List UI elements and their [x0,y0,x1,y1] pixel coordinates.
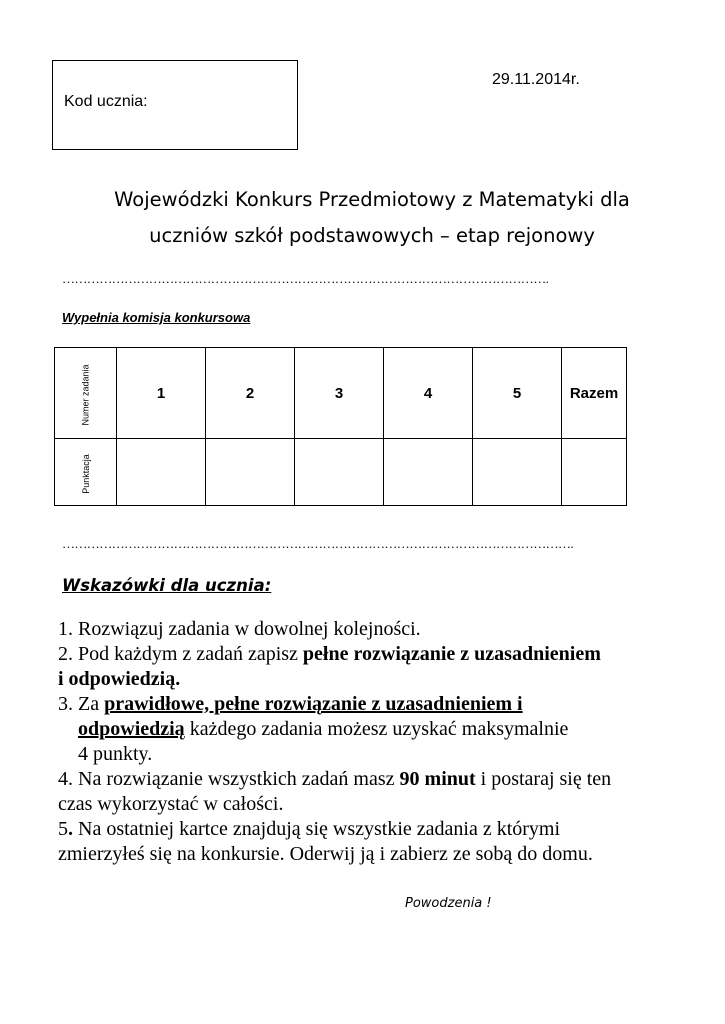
instruction-3-emphasis-cont: odpowiedzią [78,718,185,740]
task-number-cell: 3 [295,348,384,439]
hints-title: Wskazówki dla ucznia: [62,576,272,595]
instruction-3 [58,692,708,717]
instruction-4-text: 4. Na rozwiązanie wszystkich zadań masz [58,768,400,790]
instruction-2-cont [58,667,708,692]
points-cell[interactable] [473,439,562,506]
good-luck-note: Powodzenia ! [405,896,492,911]
exam-date: 29.11.2014r. [492,71,580,88]
committee-note: Wypełnia komisja konkursowa [62,310,251,325]
points-cell[interactable] [117,439,206,506]
instruction-5-number: 5 [58,818,68,840]
points-cell[interactable] [295,439,384,506]
instruction-5-dot: . [68,818,73,840]
points-cell[interactable] [384,439,473,506]
instruction-2-text: 2. Pod każdym z zadań zapisz [58,643,303,665]
instruction-2-emphasis-cont: i odpowiedzią. [58,668,181,690]
student-code-label: Kod ucznia: [64,93,148,110]
instruction-4-text-end: i postaraj się ten [475,768,612,790]
separator-bottom: ……………………………………………………………………………………………………………. [62,536,574,551]
page-title [40,182,704,254]
instruction-3-text: 3. Za [58,693,105,715]
total-label-cell: Razem [562,348,627,439]
instruction-5-cont: zmierzyłeś się na konkursie. Oderwij ją i zabierz ze sobą do domu. [58,843,593,865]
instruction-2-emphasis: pełne rozwiązanie z uzasadnieniem [302,643,601,665]
points-cell[interactable] [206,439,295,506]
instruction-4 [58,767,708,792]
row-header-points-cell [55,439,117,506]
total-points-cell[interactable] [562,439,627,506]
instruction-5-text: Na ostatniej kartce znajdują się wszystkie zadania z którymi [73,818,561,840]
row-header-task: Numer zadania [80,363,91,426]
row-header-points: Punktacja [80,453,91,494]
instruction-1: 1. Rozwiązuj zadania w dowolnej kolejności. [58,618,421,640]
title-line-2: uczniów szkół podstawowych – etap rejonowy [149,224,595,247]
instruction-4-cont: czas wykorzystać w całości. [58,793,284,815]
row-header-task-cell [55,348,117,439]
score-table [54,347,627,506]
instruction-3-cont [58,717,708,742]
task-number-cell: 5 [473,348,562,439]
separator-top: ………………………………………………………………………………………………………. [62,271,549,286]
student-code-box[interactable] [52,60,298,150]
title-line-1: Wojewódzki Konkurs Przedmiotowy z Matematyki dla [114,188,630,211]
instruction-3-points: 4 punkty. [78,743,153,765]
instruction-2 [58,642,708,667]
task-number-cell: 4 [384,348,473,439]
task-number-cell: 2 [206,348,295,439]
task-number-cell: 1 [117,348,206,439]
instruction-4-time: 90 minut [399,768,476,790]
instruction-3-text-cont: każdego zadania możesz uzyskać maksymalnie [184,718,569,740]
instruction-5 [58,817,708,842]
instructions-list [58,617,708,867]
task-number-row [55,348,627,439]
points-row [55,439,627,506]
instruction-3-emphasis: prawidłowe, pełne rozwiązanie z uzasadnieniem i [104,693,523,715]
